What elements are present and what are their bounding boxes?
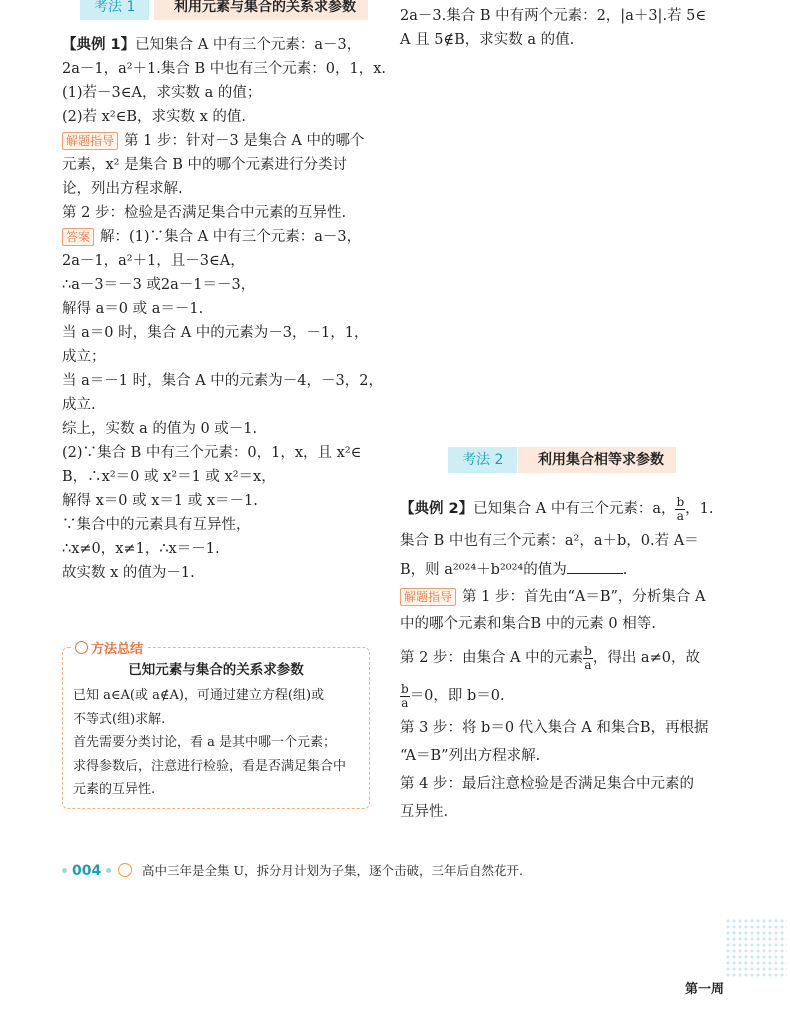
example2-label: 【典例 2】 bbox=[400, 501, 474, 517]
footer-dot-right bbox=[106, 868, 111, 873]
footer-dot-left bbox=[62, 868, 67, 873]
guide2-line-6: “A＝B”列出方程求解. bbox=[400, 748, 541, 764]
answer-line-7: 当 a＝－1 时，集合 A 中的元素为－4，－3，2， bbox=[62, 373, 383, 389]
fraction-b-over-a-2: $\frac{b}{a}$ bbox=[584, 643, 592, 672]
idea-icon bbox=[118, 863, 132, 877]
answer-line-4: 解得 a＝0 或 a＝－1. bbox=[62, 301, 204, 317]
answer-line-1: 答案 解：(1)∵集合 A 中有三个元素：a－3， bbox=[62, 225, 374, 249]
fraction-b-over-a: $\frac{b}{a}$ bbox=[676, 494, 685, 523]
page-number: 004 bbox=[72, 863, 102, 879]
fraction-b-over-a-3: $\frac{b}{a}$ bbox=[401, 681, 409, 710]
summary-line-4: 求得参数后，注意进行检验，看是否满足集合中 bbox=[73, 758, 347, 774]
summary-line-2: 不等式(组)求解. bbox=[73, 711, 166, 727]
section-title-1: 利用元素与集合的关系求参数 bbox=[154, 0, 368, 20]
method-summary-body bbox=[73, 684, 346, 802]
guide2-line-5: 第 3 步：将 b＝0 代入集合 A 和集合B，再根据 bbox=[400, 720, 709, 736]
answer-blank bbox=[567, 559, 623, 574]
followup-line-1: 2a－3.集合 B 中有两个元素：2，|a＋3|.若 5∈ bbox=[400, 8, 707, 24]
section-banner-2 bbox=[448, 447, 678, 473]
section-title-2: 利用集合相等求参数 bbox=[518, 447, 676, 473]
section-tag-2: 考法 2 bbox=[448, 447, 517, 473]
left-column bbox=[62, 33, 386, 585]
answer-line-5: 当 a＝0 时，集合 A 中的元素为－3，－1，1， bbox=[62, 325, 369, 341]
example1-label: 【典例 1】 bbox=[62, 37, 136, 53]
example1-line-1: 【典例 1】已知集合 A 中有三个元素：a－3， bbox=[62, 37, 362, 53]
section-tag-1: 考法 1 bbox=[80, 0, 149, 20]
answer-line-15: 故实数 x 的值为－1. bbox=[62, 565, 195, 581]
guide2-line-4: $\frac{b}{a}$ ＝0，即 b＝0. bbox=[401, 681, 505, 710]
answer-line-6: 成立； bbox=[62, 349, 106, 365]
answer-line-11: B，∴x²＝0 或 x²＝1 或 x²＝x， bbox=[62, 469, 276, 485]
summary-line-5: 元素的互异性. bbox=[73, 782, 156, 797]
example2-line-2: 集合 B 中也有三个元素：a²，a＋b，0.若 A＝ bbox=[400, 533, 699, 549]
summary-line-3: 首先需要分类讨论，看 a 是其中哪一个元素； bbox=[73, 735, 337, 750]
guide1-line-3: 论，列出方程求解. bbox=[62, 181, 183, 197]
section-banner-1 bbox=[80, 0, 370, 20]
example2-line-1: 【典例 2】已知集合 A 中有三个元素：a， $\frac{b}{a}$ ，1. bbox=[400, 494, 714, 523]
example1-line-4: (2)若 x²∈B，求实数 x 的值. bbox=[62, 109, 247, 125]
guide2-line-7: 第 4 步：最后注意检验是否满足集合中元素的 bbox=[400, 776, 694, 792]
decorative-dot-grid bbox=[725, 918, 787, 978]
example1-line-2: 2a－1，a²＋1.集合 B 中也有三个元素：0，1，x. bbox=[62, 61, 386, 77]
guide2-line-2: 中的哪个元素和集合B 中的元素 0 相等. bbox=[400, 616, 656, 632]
example2-line-3: B，则 a²⁰²⁴＋b²⁰²⁴的值为 . bbox=[400, 556, 710, 584]
answer-line-12: 解得 x＝0 或 x＝1 或 x＝－1. bbox=[62, 493, 258, 509]
summary-line-1: 已知 a∈A(或 a∉A)，可通过建立方程(组)或 bbox=[73, 688, 325, 703]
method-summary-head: 方法总结 bbox=[71, 638, 147, 657]
followup-line-2: A 且 5∉B，求实数 a 的值. bbox=[400, 32, 575, 48]
week-label: 第一周 bbox=[685, 982, 725, 997]
answer-line-3: ∴a－3＝－3 或2a－1＝－3， bbox=[62, 277, 256, 293]
method-summary-box bbox=[62, 642, 370, 809]
guide2-line-8: 互异性. bbox=[400, 804, 449, 820]
page-footer bbox=[62, 860, 742, 882]
answer-line-8: 成立. bbox=[62, 397, 96, 413]
guide-tag: 解题指导 bbox=[62, 132, 118, 150]
answer-line-2: 2a－1，a²＋1，且－3∈A， bbox=[62, 253, 245, 269]
lightbulb-icon bbox=[75, 641, 88, 654]
answer-line-14: ∴x≠0，x≠1，∴x＝－1. bbox=[62, 541, 220, 557]
example1-line-3: (1)若－3∈A，求实数 a 的值； bbox=[62, 85, 262, 101]
guide2-line-3: 第 2 步：由集合 A 中的元素 $\frac{b}{a}$ ，得出 a≠0，故 bbox=[400, 643, 700, 672]
guide2-line-1: 解题指导 第 1 步：首先由“A＝B”，分析集合 A bbox=[400, 584, 710, 610]
guide1-line-4: 第 2 步：检验是否满足集合中元素的互异性. bbox=[62, 205, 347, 221]
right-column-followup bbox=[400, 4, 710, 52]
answer-tag: 答案 bbox=[62, 228, 94, 246]
guide-tag-2: 解题指导 bbox=[400, 588, 456, 606]
answer-line-10: (2)∵集合 B 中有三个元素：0，1，x，且 x²∈ bbox=[62, 445, 362, 461]
answer-line-13: ∵集合中的元素具有互异性， bbox=[62, 517, 251, 533]
footer-motto: 高中三年是全集 U，拆分月计划为子集，逐个击破，三年后自然花开. bbox=[142, 863, 523, 878]
method-summary-title: 已知元素与集合的关系求参数 bbox=[128, 662, 304, 678]
answer-line-9: 综上，实数 a 的值为 0 或－1. bbox=[62, 421, 258, 437]
guide1-line-2: 元素，x² 是集合 B 中的哪个元素进行分类讨 bbox=[62, 157, 347, 173]
guide1-line-1: 解题指导 第 1 步：针对－3 是集合 A 中的哪个 bbox=[62, 129, 374, 153]
right-column-example2 bbox=[400, 492, 714, 826]
